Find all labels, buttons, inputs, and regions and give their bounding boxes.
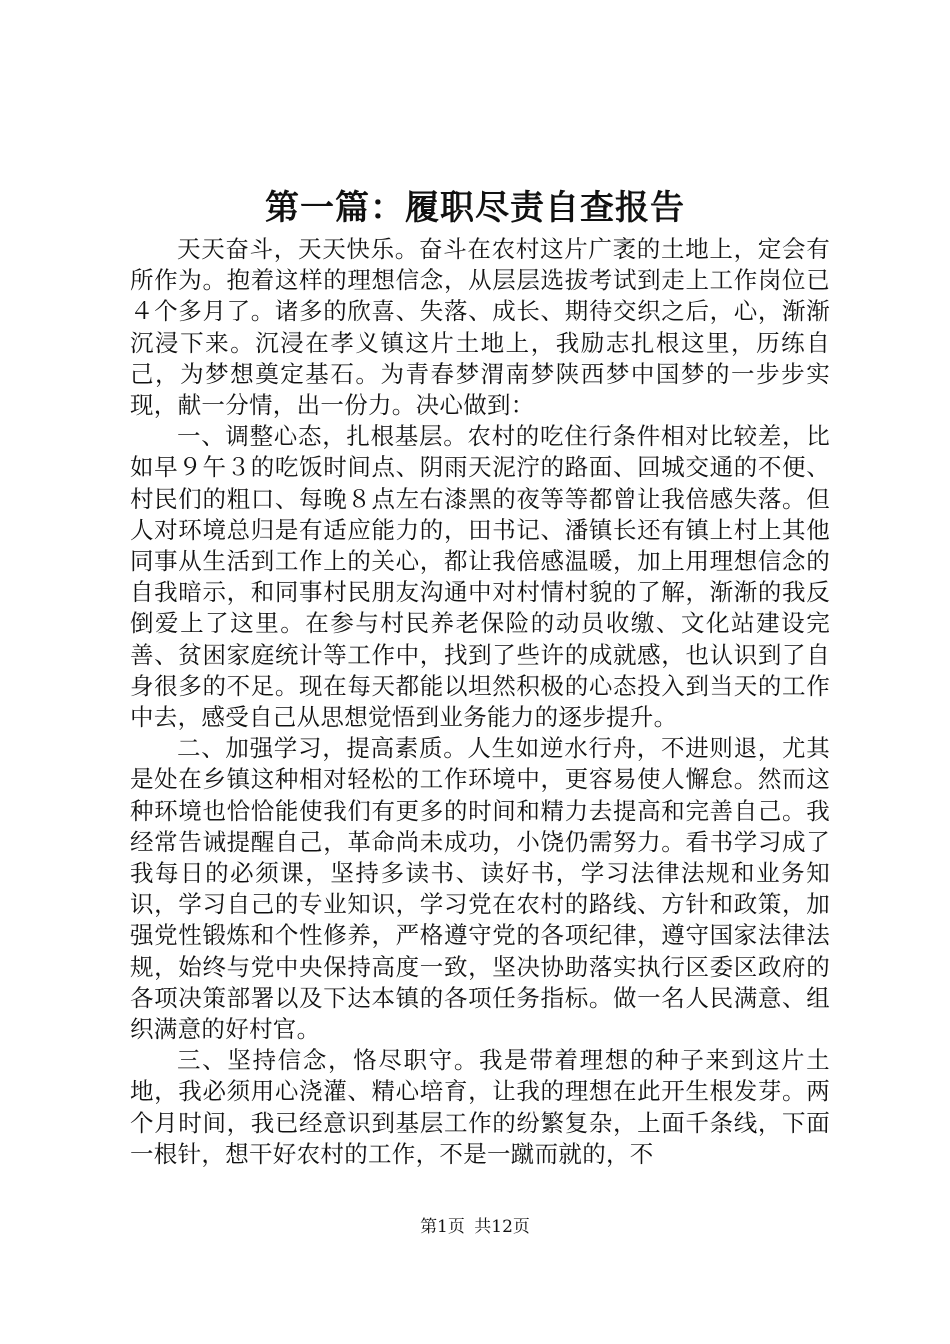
document-title: 第一篇：履职尽责自查报告 — [265, 188, 685, 228]
paragraph-section-1: 一、调整心态，扎根基层。农村的吃住行条件相对比较差，比如早９午３的吃饭时间点、阴雨天泥泞的路面、回城交通的不便、村民们的粗口、每晚８点左右漆黑的夜等等都曾让我倍感失落。但人对环境总归是有适应能力的，田书记、潘镇长还有镇上村上其他同事从生活到工作上的关心，都让我倍感温暖，加上用理想信念的自我暗示，和同事村民朋友沟通中对村情村貌的了解，渐渐的我反倒爱上了这里。在参与村民养老保险的动员收缴、文化站建设完善、贫困家庭统计等工作中，找到了些许的成就感，也认识到了自身很多的不足。现在每天都能以坦然积极的心态投入到当天的工作中去，感受自己从思想觉悟到业务能力的逐步提升。 — [130, 422, 830, 732]
paragraph-section-2: 二、加强学习，提高素质。人生如逆水行舟，不进则退，尤其是处在乡镇这种相对轻松的工作环境中，更容易使人懈怠。然而这种环境也恰恰能使我们有更多的时间和精力去提高和完善自己。我经常告诫提醒自己，革命尚未成功，小饶仍需努力。看书学习成了我每日的必须课，坚持多读书、读好书，学习法律法规和业务知识，学习自己的专业知识，学习党在农村的路线、方针和政策，加强党性锻炼和个性修养，严格遵守党的各项纪律，遵守国家法律法规，始终与党中央保持高度一致，坚决协助落实执行区委区政府的各项决策部署以及下达本镇的各项任务指标。做一名人民满意、组织满意的好村官。 — [130, 734, 830, 1044]
page-footer — [0, 1215, 950, 1239]
paragraph-section-3: 三、坚持信念，恪尽职守。我是带着理想的种子来到这片土地，我必须用心浇灌、精心培育，让我的理想在此开生根发芽。两个月时间，我已经意识到基层工作的纷繁复杂，上面千条线，下面一根针，想干好农村的工作，不是一蹴而就的，不 — [130, 1046, 830, 1168]
page-total: 共12页 — [474, 1217, 530, 1237]
document-body — [130, 234, 830, 1170]
paragraph-intro: 天天奋斗，天天快乐。奋斗在农村这片广袤的土地上，定会有所作为。抱着这样的理想信念，从层层选拔考试到走上工作岗位已４个多月了。诸多的欣喜、失落、成长、期待交织之后，心，渐渐沉浸下来。沉浸在孝义镇这片土地上，我励志扎根这里，历练自己，为梦想奠定基石。为青春梦渭南梦陕西梦中国梦的一步步实现，献一分情，出一份力。决心做到： — [130, 235, 830, 420]
page-number: 第1页 — [420, 1217, 465, 1237]
